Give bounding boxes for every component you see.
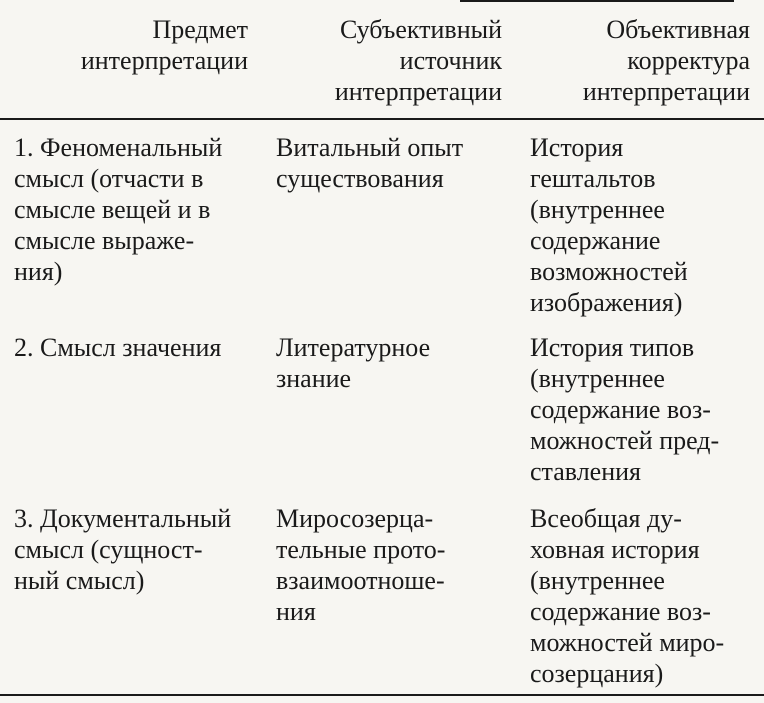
table-cell: 3. Документальный смысл (сущност- ный смысл): [14, 504, 232, 595]
table-cell: История типов (внутреннее содержание воз- можностей пред- ставления: [530, 333, 720, 486]
table-cell: Миросозерца- тельные прото- взаимоотноше- ния: [276, 504, 446, 626]
top-rule: [460, 0, 734, 2]
bottom-rule: [0, 694, 764, 696]
table-row: [0, 118, 764, 318]
header-subjective-source: Субъективный источник интерпретации: [334, 15, 502, 106]
table-header-row: [0, 14, 764, 118]
table-cell: 1. Феноменальный смысл (отчасти в смысле вещей и в смысле выраже- ния): [14, 133, 223, 286]
table-cell: История гештальтов (внутреннее содержание возможностей изображения): [530, 133, 688, 317]
header-divider-rule: [0, 118, 764, 120]
header-objective-correction: Объективная корректура интерпретации: [582, 15, 750, 106]
interpretation-table: [0, 14, 764, 689]
table-cell: Витальный опыт существования: [276, 133, 464, 193]
table-cell: Литературное знание: [276, 333, 431, 393]
header-subject: Предмет интерпретации: [80, 15, 248, 75]
table-cell: 2. Смысл значения: [14, 333, 222, 362]
table-row: [0, 318, 764, 487]
table-row: [0, 487, 764, 689]
table-cell: Всеобщая ду- ховная история (внутреннее содержание воз- можностей миро- созерцания): [530, 504, 725, 688]
